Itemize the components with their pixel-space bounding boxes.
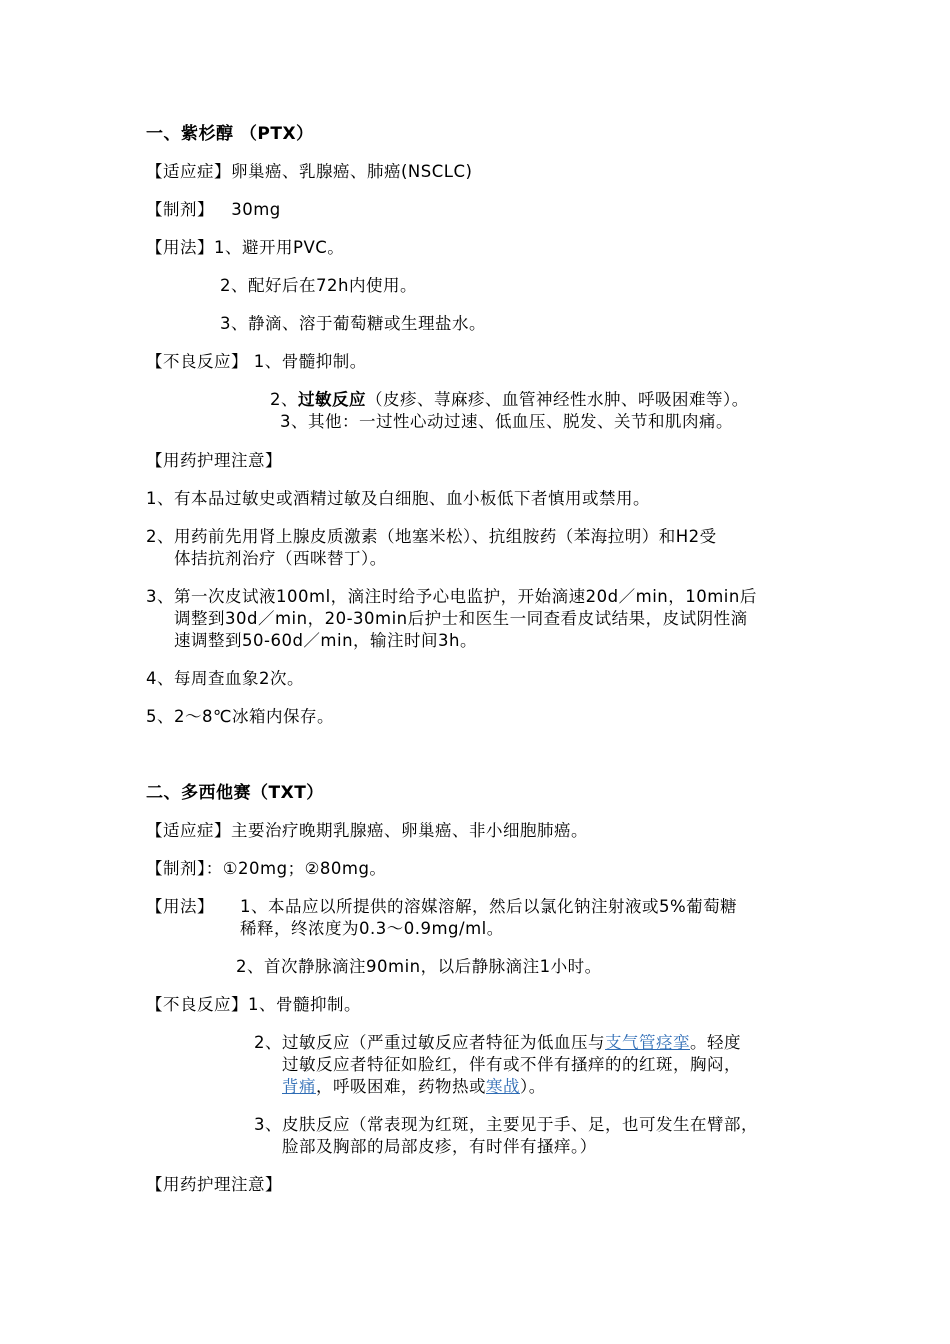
txt-nursing-title: 【用药护理注意】 xyxy=(146,1175,282,1194)
txt-adverse-2b: 过敏反应者特征如脸红，伴有或不伴有搔痒的的红斑，胸闷， xyxy=(282,1055,741,1074)
ptx-adverse-3: 3、其他：一过性心动过速、低血压、脱发、关节和肌肉痛。 xyxy=(280,412,733,431)
txt-usage-label: 【用法】 xyxy=(146,897,214,916)
txt-usage-2: 2、首次静脉滴注90min，以后静脉滴注1小时。 xyxy=(236,957,602,976)
ptx-nursing-1: 1、有本品过敏史或酒精过敏及白细胞、血小板低下者慎用或禁用。 xyxy=(146,489,650,508)
txt-formulation: 【制剂】：①20mg；②80mg。 xyxy=(146,859,387,878)
txt-adverse-2c-mid: ，呼吸困难，药物热或 xyxy=(316,1077,486,1096)
txt-usage-1a: 1、本品应以所提供的溶媒溶解，然后以氯化钠注射液或5%葡萄糖 xyxy=(240,897,738,916)
ptx-nursing-3b: 调整到30d／min，20-30min后护士和医生一同查看皮试结果，皮试阴性滴 xyxy=(174,609,748,628)
txt-adverse-2a xyxy=(254,1032,741,1054)
ptx-usage-2: 2、配好后在72h内使用。 xyxy=(220,276,417,295)
txt-adverse-2c xyxy=(282,1076,546,1098)
txt-adverse-3b: 脸部及胸部的局部皮疹，有时伴有搔痒。） xyxy=(282,1137,597,1156)
section-1-title: 一、紫杉醇 （PTX） xyxy=(146,124,314,144)
ptx-nursing-5: 5、2～8℃冰箱内保存。 xyxy=(146,707,335,726)
ptx-nursing-3c: 速调整到50-60d／min，输注时间3h。 xyxy=(174,631,477,650)
bronchospasm-link[interactable]: 支气管痉挛 xyxy=(605,1033,690,1052)
ptx-nursing-title: 【用药护理注意】 xyxy=(146,451,282,470)
ptx-adverse-2-bold: 过敏反应 xyxy=(298,390,366,409)
chills-link[interactable]: 寒战 xyxy=(486,1077,520,1096)
txt-adverse-2c-post: ）。 xyxy=(520,1077,546,1096)
txt-adverse-3a: 3、皮肤反应（常表现为红斑，主要见于手、足，也可发生在臂部， xyxy=(254,1115,758,1134)
section-2-title: 二、多西他赛（TXT） xyxy=(146,783,324,803)
txt-adverse-2a-post: 。轻度 xyxy=(690,1033,741,1052)
ptx-adverse-2-rest: （皮疹、荨麻疹、血管神经性水肿、呼吸困难等）。 xyxy=(366,390,749,409)
ptx-adverse-2 xyxy=(270,389,749,411)
ptx-nursing-3a: 3、第一次皮试液100ml，滴注时给予心电监护，开始滴速20d／min，10min后 xyxy=(146,587,757,606)
back-pain-link[interactable]: 背痛 xyxy=(282,1077,316,1096)
txt-usage-1b: 稀释，终浓度为0.3～0.9mg/ml。 xyxy=(240,919,504,938)
txt-adverse-2a-pre: 2、过敏反应（严重过敏反应者特征为低血压与 xyxy=(254,1033,605,1052)
ptx-adverse-2-prefix: 2、 xyxy=(270,390,298,409)
ptx-usage-3: 3、静滴、溶于葡萄糖或生理盐水。 xyxy=(220,314,486,333)
txt-adverse-1: 【不良反应】1、骨髓抑制。 xyxy=(146,995,361,1014)
ptx-adverse-1: 【不良反应】 1、骨髓抑制。 xyxy=(146,352,367,371)
ptx-usage-1: 【用法】1、避开用PVC。 xyxy=(146,238,345,257)
ptx-indication: 【适应症】卵巢癌、乳腺癌、肺癌(NSCLC) xyxy=(146,162,473,181)
ptx-formulation: 【制剂】 30mg xyxy=(146,200,281,219)
ptx-nursing-4: 4、每周查血象2次。 xyxy=(146,669,304,688)
txt-indication: 【适应症】主要治疗晚期乳腺癌、卵巢癌、非小细胞肺癌。 xyxy=(146,821,588,840)
ptx-nursing-2b: 体拮抗剂治疗（西咪替丁）。 xyxy=(174,549,387,568)
ptx-nursing-2a: 2、用药前先用肾上腺皮质激素（地塞米松）、抗组胺药（苯海拉明）和H2受 xyxy=(146,527,717,546)
